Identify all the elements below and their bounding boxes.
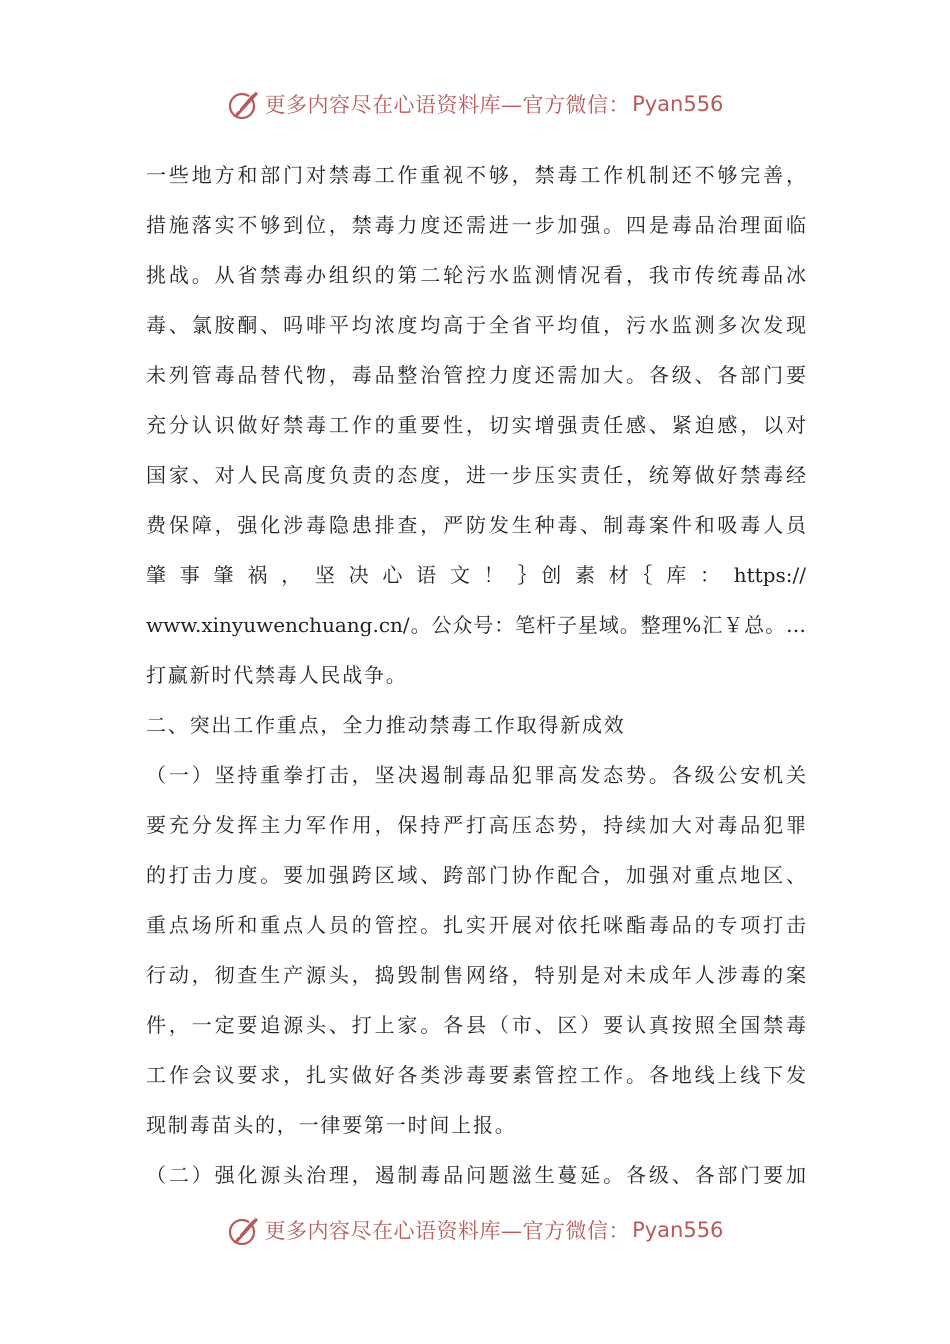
body-line: 现制毒苗头的，一律要第一时间上报。 bbox=[146, 1113, 517, 1137]
quill-logo-icon bbox=[227, 1213, 261, 1247]
footer-banner bbox=[0, 1210, 950, 1250]
section-heading: 二、突出工作重点，全力推动禁毒工作取得新成效 bbox=[146, 713, 626, 737]
document-body bbox=[146, 150, 806, 1200]
body-line: 工作会议要求，扎实做好各类涉毒要素管控工作。各地线上线下发 bbox=[146, 1063, 806, 1087]
body-line: 重点场所和重点人员的管控。扎实开展对依托咪酯毒品的专项打击 bbox=[146, 913, 806, 937]
body-line: 未列管毒品替代物，毒品整治管控力度还需加大。各级、各部门要 bbox=[146, 363, 806, 387]
subsection-line: （二）强化源头治理，遏制毒品问题滋生蔓延。各级、各部门要加 bbox=[146, 1163, 806, 1187]
footer-wechat-id: Pyan556 bbox=[632, 1218, 724, 1242]
body-line: 措施落实不够到位，禁毒力度还需进一步加强。四是毒品治理面临 bbox=[146, 213, 806, 237]
body-line: 件，一定要追源头、打上家。各县（市、区）要认真按照全国禁毒 bbox=[146, 1013, 806, 1037]
body-line-url: www.xinyuwenchuang.cn/。公众号：笔杆子星域。整理%汇￥总。… bbox=[146, 613, 806, 637]
quill-logo-icon bbox=[227, 87, 261, 121]
body-line: 行动，彻查生产源头，捣毁制售网络，特别是对未成年人涉毒的案 bbox=[146, 963, 806, 987]
body-line: 国家、对人民高度负责的态度，进一步压实责任，统筹做好禁毒经 bbox=[146, 463, 806, 487]
body-line: 打赢新时代禁毒人民战争。 bbox=[146, 663, 408, 687]
body-line: 充分认识做好禁毒工作的重要性，切实增强责任感、紧迫感，以对 bbox=[146, 413, 806, 437]
body-line: 毒、氯胺酮、吗啡平均浓度均高于全省平均值，污水监测多次发现 bbox=[146, 313, 806, 337]
header-banner bbox=[0, 84, 950, 124]
footer-slogan: 更多内容尽在心语资料库—官方微信： bbox=[264, 1219, 631, 1243]
body-line: 的打击力度。要加强跨区域、跨部门协作配合，加强对重点地区、 bbox=[146, 863, 806, 887]
body-line-watermark: 肇 事 肇 祸 ， 坚 决 心 语 文 ！ ｝创 素 材｛ 库 ： https:// bbox=[146, 563, 806, 587]
header-wechat-id: Pyan556 bbox=[632, 92, 724, 116]
body-line: 挑战。从省禁毒办组织的第二轮污水监测情况看，我市传统毒品冰 bbox=[146, 263, 806, 287]
subsection-line: （一）坚持重拳打击，坚决遏制毒品犯罪高发态势。各级公安机关 bbox=[146, 763, 806, 787]
body-line: 一些地方和部门对禁毒工作重视不够，禁毒工作机制还不够完善， bbox=[146, 163, 806, 187]
body-line: 要充分发挥主力军作用，保持严打高压态势，持续加大对毒品犯罪 bbox=[146, 813, 806, 837]
body-line: 费保障，强化涉毒隐患排查，严防发生种毒、制毒案件和吸毒人员 bbox=[146, 513, 806, 537]
header-slogan: 更多内容尽在心语资料库—官方微信： bbox=[264, 93, 631, 117]
